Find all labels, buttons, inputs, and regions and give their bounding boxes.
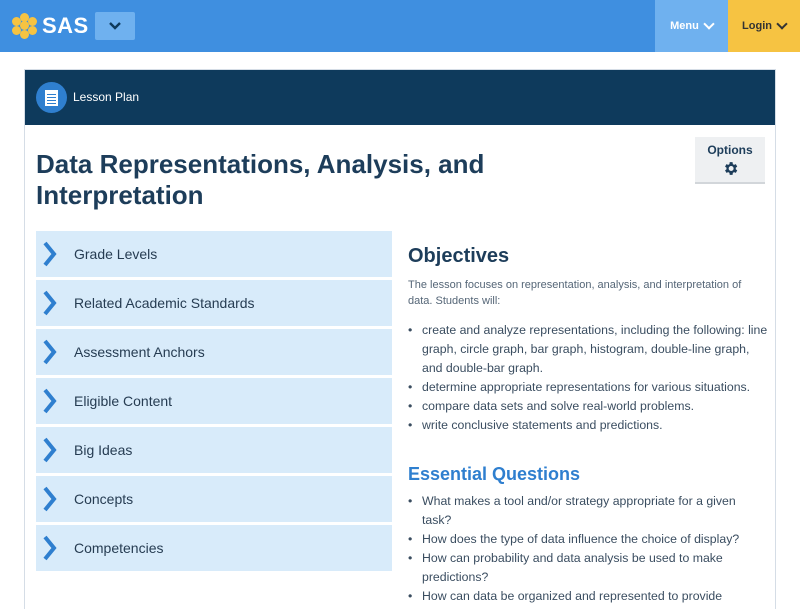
- accordion-label: Competencies: [74, 540, 164, 556]
- chevron-right-icon: [43, 525, 65, 571]
- menu-button[interactable]: [655, 0, 728, 52]
- list-item: • create and analyze representations, including the following: line graph, circle graph, bar graph, histogram, double-line graph, and double-bar graph.: [408, 321, 768, 378]
- accordion-label: Grade Levels: [74, 246, 158, 262]
- accordion-label: Concepts: [74, 491, 134, 507]
- document-icon: [45, 90, 58, 106]
- login-label: Login: [742, 20, 772, 32]
- list-item: • How can probability and data analysis be used to make predictions?: [408, 549, 768, 587]
- accordion-label: Big Ideas: [74, 442, 133, 458]
- login-button[interactable]: [728, 0, 800, 52]
- accordion-concepts[interactable]: [36, 476, 392, 522]
- list-item: • How can data be organized and represented to provide: [408, 587, 768, 606]
- site-dropdown-button[interactable]: [95, 12, 135, 40]
- top-nav: [0, 0, 800, 52]
- chevron-right-icon: [43, 378, 65, 424]
- chevron-right-icon: [43, 231, 65, 277]
- options-button[interactable]: [695, 137, 765, 184]
- accordion-assessment-anchors[interactable]: [36, 329, 392, 375]
- list-item: • determine appropriate representations for various situations.: [408, 378, 768, 397]
- accordion-big-ideas[interactable]: [36, 427, 392, 473]
- chevron-right-icon: [43, 280, 65, 326]
- accordion-related-academic-standards[interactable]: [36, 280, 392, 326]
- objectives-intro: The lesson focuses on representation, analysis, and interpretation of data. Students will:: [408, 279, 742, 307]
- page-title: Data Representations, Analysis, and Interpretation: [36, 149, 485, 210]
- essential-questions-list: [408, 492, 768, 606]
- chevron-right-icon: [43, 476, 65, 522]
- accordion-grade-levels[interactable]: [36, 231, 392, 277]
- list-item: • What makes a tool and/or strategy appropriate for a given task?: [408, 492, 768, 530]
- flower-logo-icon: [12, 13, 38, 39]
- objectives-heading: Objectives: [408, 245, 510, 267]
- list-item: • How does the type of data influence the choice of display?: [408, 530, 768, 549]
- lesson-card: [24, 69, 776, 609]
- essential-questions-heading: Essential Questions: [408, 464, 581, 484]
- chevron-down-icon: [776, 18, 787, 29]
- accordion-competencies[interactable]: [36, 525, 392, 571]
- chevron-right-icon: [43, 427, 65, 473]
- accordion-eligible-content[interactable]: [36, 378, 392, 424]
- options-label: Options: [707, 142, 753, 157]
- objectives-list: [408, 321, 768, 435]
- accordion-label: Related Academic Standards: [74, 295, 255, 311]
- sas-logo[interactable]: [12, 12, 89, 40]
- objectives-section: [408, 245, 768, 606]
- chevron-down-icon: [703, 18, 714, 29]
- gear-icon: [722, 160, 739, 177]
- list-item: • compare data sets and solve real-world problems.: [408, 397, 768, 416]
- document-icon-badge: [36, 82, 67, 113]
- menu-label: Menu: [670, 20, 699, 32]
- accordion-label: Assessment Anchors: [74, 344, 205, 360]
- list-item: • write conclusive statements and predictions.: [408, 416, 768, 435]
- chevron-right-icon: [43, 329, 65, 375]
- accordion-label: Eligible Content: [74, 393, 173, 409]
- logo-text: SAS: [42, 13, 89, 38]
- header-label: Lesson Plan: [73, 90, 140, 104]
- card-header: [25, 70, 775, 125]
- chevron-down-icon: [109, 22, 121, 30]
